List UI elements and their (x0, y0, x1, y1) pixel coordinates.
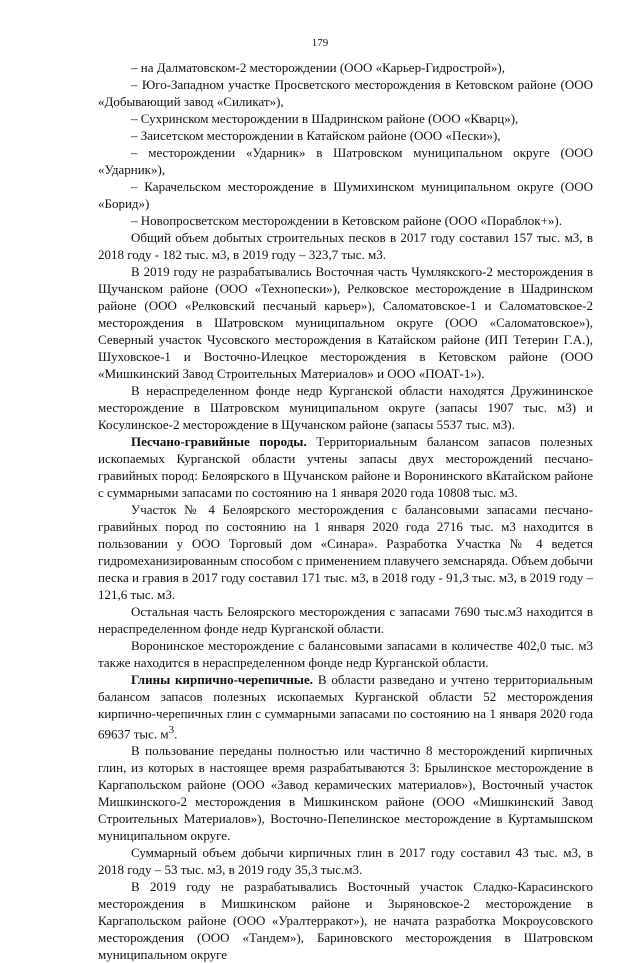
paragraph: В пользование переданы полностью или частично 8 месторождений кирпичных глин, из которых в настоящее время разрабатываются 3: Брылинское месторождение в Каргапольском районе (ООО «Завод керамических материалов»), Восточный участок Мишкинского-2 месторождения в Мишкинском районе (ООО «Мишкинский Завод Строительных Материалов»), Восточно-Пепелинское месторождение в Куртамышском муниципальном округе. (98, 743, 593, 844)
section-heading: Песчано-гравийные породы. (131, 434, 307, 449)
page-number: 179 (311, 37, 329, 49)
list-item: – месторождении «Ударник» в Шатровском муниципальном округе (ООО «Ударник»), (98, 145, 593, 177)
paragraph: В нераспределенном фонде недр Курганской области находятся Дружининское месторождение в Шатровском муниципальном округе (запасы 1907 тыс. м3) и Косулинское-2 месторождение в Щучанском районе (запасы 5537 тыс. м3). (98, 383, 593, 432)
paragraph: В 2019 году не разрабатывались Восточный участок Сладко-Карасинского месторождения в Мишкинском районе и Зыряновское-2 месторождение в Каргапольском районе (ООО «Уралтерракот»), не начата разработка Мокроусовского месторождения (ООО «Тандем»), Бариновского месторождения в Шатровском муниципальном округе (98, 879, 593, 963)
paragraph: Участок № 4 Белоярского месторождения с балансовыми запасами песчано-гравийных пород по состоянию на 1 января 2020 года 2716 тыс. м3 находится в пользовании у ООО Торговый дом «Синара». Разработка Участка № 4 ведется гидромеханизированным способом с применением плавучего земснаряда. Объем добычи песка и гравия в 2017 году составил 171 тыс. м3, в 2018 году - 91,3 тыс. м3, в 2019 году – 121,6 тыс. м3. (98, 502, 594, 602)
paragraph: В 2019 году не разрабатывались Восточная часть Чумлякского-2 месторождения в Щучанском районе (ООО «Технопески»), Релковское месторождение в Шадринском районе (ООО «Релковский песчаный карьер»), Саломатовское-1 и Саломатовское-2 месторождения в Шатровском муниципальном округе (ООО «Саломатовское»), Северный участок Чусовского месторождения в Катайском районе (ИП Тетерин Г.А.), Шуховское-1 и Восточно-Илецкое месторождения в Кетовском районе (ООО «Мишкинский Завод Строительных Материалов» и ООО «ПОАТ-1»). (98, 264, 593, 381)
list-item: – на Далматовском-2 месторождении (ООО «Карьер-Гидрострой»), (131, 60, 505, 75)
paragraph-tail: . (174, 726, 178, 742)
paragraph-text: В области разведано и учтено территориальным балансом запасов полезных ископаемых Курганской области 52 месторождения кирпично-черепичных глин с суммарными запасами по состоянию на 1 января 2020 года 69637 тыс. м (98, 672, 593, 742)
paragraph: Суммарный объем добычи кирпичных глин в 2017 году составил 43 тыс. м3, в 2018 году – 53 тыс. м3, в 2019 году 35,3 тыс.м3. (98, 845, 593, 878)
superscript: 3 (168, 724, 175, 736)
list-item: – Юго-Западном участке Просветского месторождения в Кетовском районе (ООО «Добывающий завод «Силикат»), (98, 77, 593, 109)
paragraph-text: Территориальным балансом запасов полезных ископаемых Курганской области учтены запасы двух месторождений песчано-гравийных пород: Белоярского в Щучанском районе и Воронинского вКатайском районе с суммарными запасами по состоянию на 1 января 2020 года 10808 тыс. м3. (98, 434, 593, 500)
paragraph-clays (98, 671, 593, 742)
list-item: – Сухринском месторождении в Шадринском районе (ООО «Кварц»), (131, 111, 519, 126)
paragraph: Воронинское месторождение с балансовыми запасами в количестве 402,0 тыс. м3 также находится в нераспределенном фонде недр Курганской области. (98, 638, 593, 670)
paragraph-sand-gravel (98, 433, 593, 501)
paragraph: Остальная часть Белоярского месторождения с запасами 7690 тыс.м3 находится в нераспределенном фонде недр Курганской области. (98, 604, 593, 636)
section-heading: Глины кирпично-черепичные. (131, 672, 313, 687)
list-item: – Новопросветском месторождении в Кетовском районе (ООО «Пораблок+»). (131, 213, 562, 228)
list-item: – Карачельском месторождение в Шумихинском муниципальном округе (ООО «Борид») (98, 179, 593, 211)
paragraph: Общий объем добытых строительных песков в 2017 году составил 157 тыс. м3, в 2018 году - 182 тыс. м3, в 2019 году – 323,7 тыс. м3. (98, 230, 593, 262)
document-body (98, 59, 593, 963)
list-item: – Заисетском месторождении в Катайском районе (ООО «Пески»), (131, 128, 501, 143)
